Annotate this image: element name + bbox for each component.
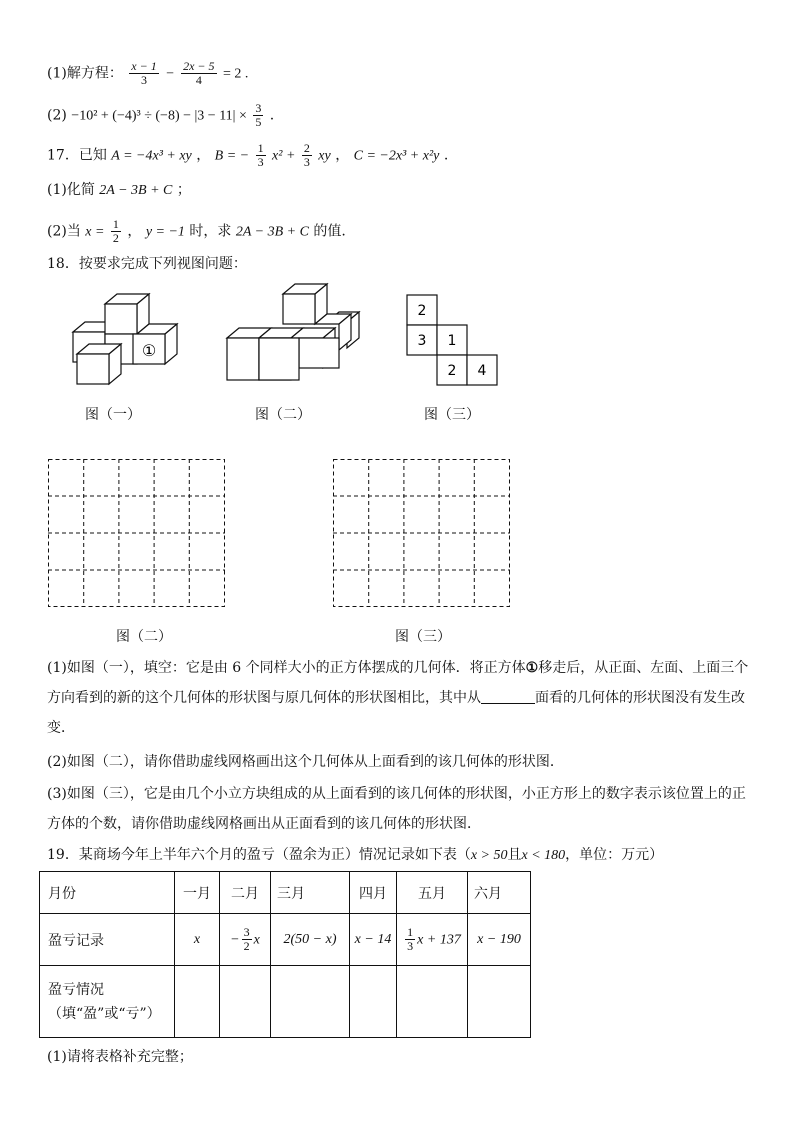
q19-part1: (1)请将表格补充完整； (47, 1049, 193, 1065)
answer-cell[interactable] (468, 966, 531, 1038)
top-view-count: 2 (417, 303, 427, 319)
dashed-grid-3[interactable] (333, 459, 510, 607)
table-header: 一月 (175, 872, 220, 914)
table-row (40, 872, 531, 914)
q18-part1-line3: 变． (47, 720, 75, 736)
fraction: $\frac{x - 1}{3}$ (131, 59, 157, 87)
table-header: 四月 (350, 872, 397, 914)
fraction: $\frac{3}{5}$ (255, 101, 262, 129)
q18-part3-line1: (3)如图（三），它是由几个小立方块组成的从上面看到的该几何体的形状图，小正方形上的数字表示该位置上的正 (47, 786, 746, 802)
table-cell: $\frac{1}{3}$ x + 137 (397, 914, 468, 966)
profit-loss-table (39, 871, 531, 1038)
table-cell: − $\frac{3}{2}$ x (220, 914, 271, 966)
q17-stem: 17．已知 A = −4x³ + xy ， B = − $\frac{1}{3}$ x² + $\frac{2}{3}$ xy ， C = −2x³ + x²y . (47, 141, 449, 169)
answer-cell[interactable] (220, 966, 271, 1038)
q18-part3-line2: 方体的个数，请你借助虚线网格画出从正面看到的该几何体的形状图． (47, 816, 481, 832)
q18-part1-line1: (1)如图（一），填空：它是由 6 个同样大小的正方体摆成的几何体．将正方体①移走后，从正面、左面、上面三个 (47, 660, 749, 676)
top-view-count: 3 (417, 333, 427, 349)
table-cell: 盈亏情况 （填“盈”或“亏”） (40, 966, 175, 1038)
dashed-grid-2[interactable] (48, 459, 225, 607)
table-cell: x (175, 914, 220, 966)
grid3-caption: 图（三） (395, 629, 451, 645)
answer-blank[interactable] (481, 689, 535, 704)
q18-stem: 18．按要求完成下列视图问题： (47, 256, 247, 272)
table-header: 月份 (40, 872, 175, 914)
fraction: $\frac{2}{3}$ (303, 141, 310, 169)
table-row (40, 966, 531, 1038)
table-cell: 盈亏记录 (40, 914, 175, 966)
table-header: 三月 (271, 872, 350, 914)
q16-part2: (2) −10² + (−4)³ ÷ (−8) − |3 − 11| × $\frac{3}{5}$ . (47, 101, 275, 129)
table-header: 六月 (468, 872, 531, 914)
figure-2-cubes (225, 282, 365, 382)
q17-part1: (1)化简 2A − 3B + C ； (47, 182, 191, 198)
top-view-count: 4 (477, 363, 487, 379)
q18-part1-line2: 方向看到的新的这个几何体的形状图与原几何体的形状图相比，其中从 面看的几何体的形状图没有发生改 (47, 690, 745, 706)
fraction: $\frac{1}{3}$ (257, 141, 264, 169)
q16-part1: (1)解方程： $\frac{x - 1}{3}$ − $\frac{2x - 5}{4}$ = 2 . (47, 59, 249, 87)
table-cell: 2(50 − x) (271, 914, 350, 966)
table-cell: x − 190 (468, 914, 531, 966)
top-view-count: 2 (447, 363, 457, 379)
table-header: 二月 (220, 872, 271, 914)
fig2-caption: 图（二） (255, 407, 311, 423)
figure-1-cubes (65, 292, 185, 392)
table-header: 五月 (397, 872, 468, 914)
q18-part2: (2)如图（二），请你借助虚线网格画出这个几何体从上面看到的该几何体的形状图． (47, 754, 564, 770)
fraction: $\frac{2x - 5}{4}$ (183, 59, 215, 87)
table-cell: x − 14 (350, 914, 397, 966)
q19-stem: 19．某商场今年上半年六个月的盈亏（盈余为正）情况记录如下表（x > 50且x < 180，单位：万元） (47, 847, 664, 863)
fig1-caption: 图（一） (85, 407, 141, 423)
cube-marker: ① (141, 341, 157, 360)
answer-cell[interactable] (350, 966, 397, 1038)
answer-cell[interactable] (397, 966, 468, 1038)
answer-cell[interactable] (271, 966, 350, 1038)
q17-part2: (2)当 x = $\frac{1}{2}$ ， y = −1 时，求 2A − 3B + C 的值. (47, 217, 346, 245)
table-row (40, 914, 531, 966)
top-view-count: 1 (447, 333, 457, 349)
answer-cell[interactable] (175, 966, 220, 1038)
fraction: $\frac{1}{2}$ (112, 217, 119, 245)
figure-3-top-view (405, 293, 501, 385)
grid2-caption: 图（二） (116, 629, 172, 645)
fig3-caption: 图（三） (424, 407, 480, 423)
